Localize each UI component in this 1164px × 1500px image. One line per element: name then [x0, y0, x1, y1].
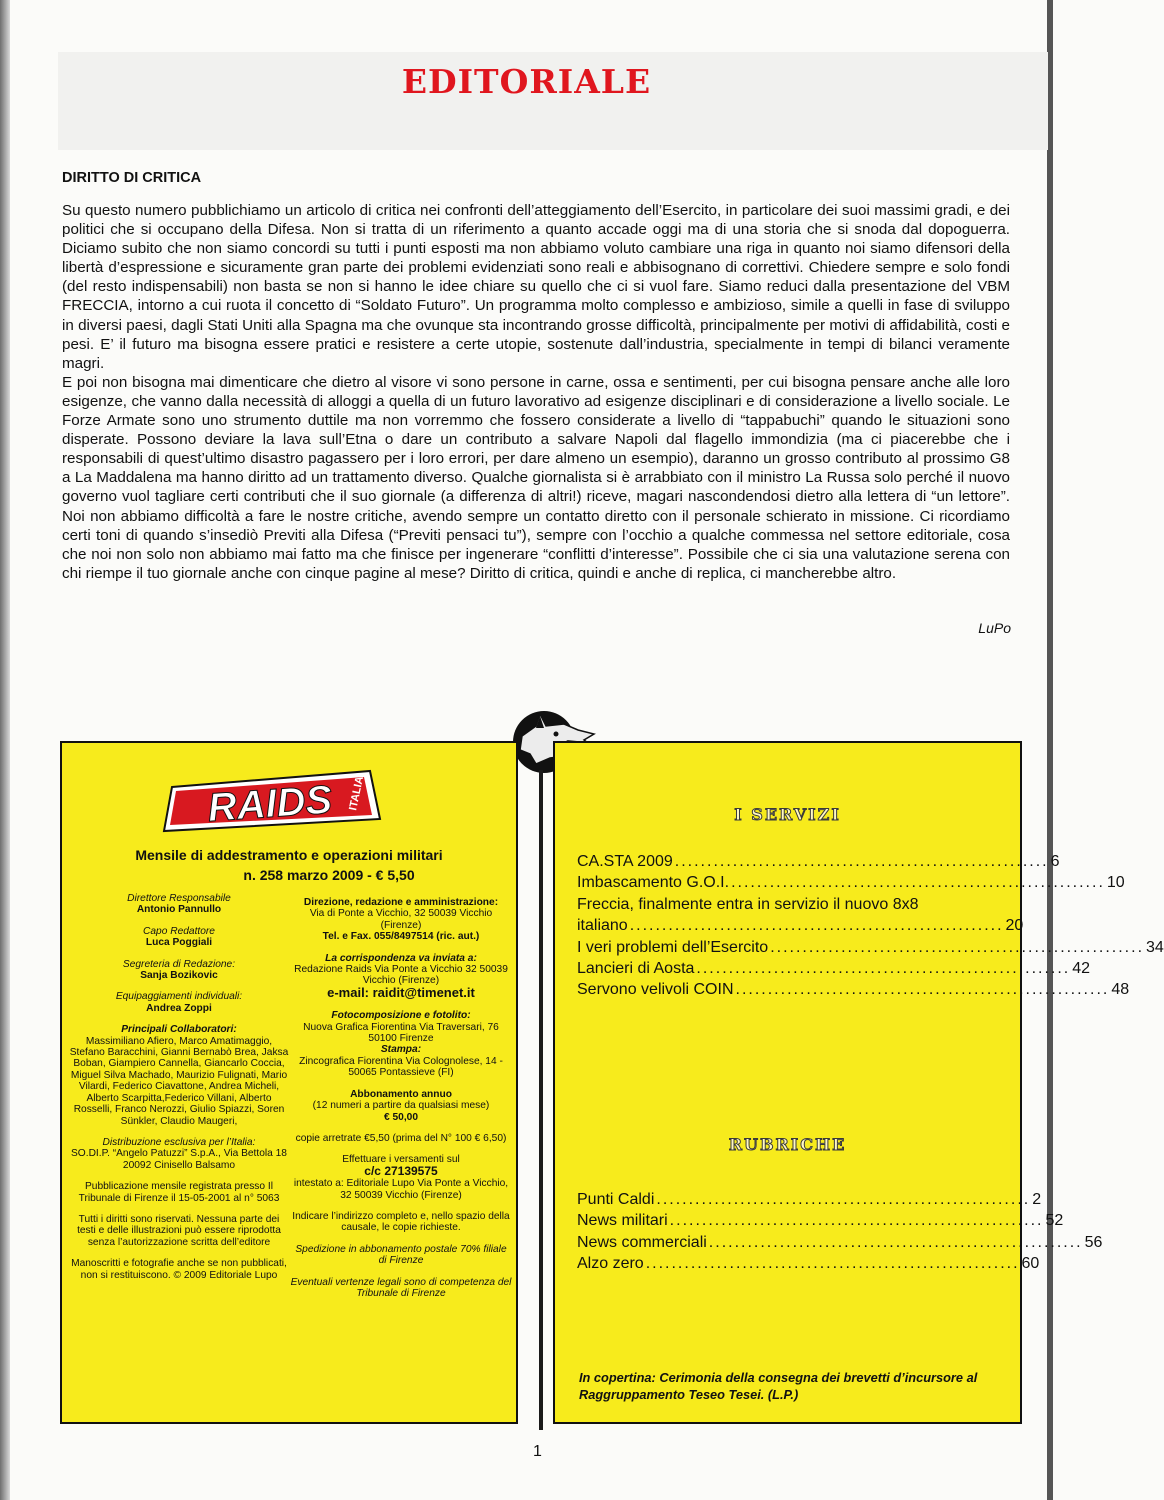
page-number: 1 [533, 1443, 542, 1460]
page-edge-left [0, 0, 10, 1500]
cover-label: In copertina: [579, 1370, 656, 1385]
toc-page: 6 [1050, 853, 1060, 870]
manuscripts-text: Manoscritti e fotografie anche se non pubblicati, non si restituiscono. © 2009 Editoriale Lupo [71, 1258, 287, 1281]
order-instructions: Indicare l’indirizzo completo e, nello spazio della causale, le copie richieste. [292, 1210, 510, 1234]
toc-entry[interactable] [577, 894, 989, 915]
toc-page: 2 [1032, 1191, 1042, 1208]
cover-caption [579, 1369, 999, 1403]
phone-fax: Tel. e Fax. 055/8497514 (ric. aut.) [322, 931, 480, 943]
staff-role: Capo Redattore [143, 925, 215, 937]
correspondence-address: Redazione Raids Via Ponte a Vicchio 32 50039 Vicchio (Firenze) [294, 964, 508, 987]
columns-title: RUBRICHE [728, 1135, 847, 1154]
toc-page: 60 [1021, 1255, 1040, 1273]
toc-entry[interactable]: CA.STA 2009 .......................................................... 6 [577, 851, 989, 872]
editorial-body [62, 201, 1010, 583]
services-list [577, 851, 1164, 1001]
toc-page: 56 [1084, 1233, 1103, 1251]
distribution-title: Distribuzione esclusiva per l’Italia: [102, 1136, 256, 1148]
raids-logo [158, 767, 388, 835]
toc-page: 42 [1072, 960, 1091, 978]
toc-label: Lancieri di Aosta [577, 960, 695, 978]
direction-address: Via di Ponte a Vicchio, 32 50039 Vicchio (Firenze) [309, 908, 493, 931]
payment-text: Effettuare i versamenti sul [342, 1154, 460, 1166]
payment-recipient: intestato a: Editoriale Lupo Via Ponte a Vicchio, 32 50039 Vicchio (Firenze) [293, 1178, 509, 1201]
email-address: e-mail: raidit@timenet.it [327, 984, 475, 1000]
editorial-heading: DIRITTO DI CRITICA [62, 170, 202, 186]
page-divider [539, 770, 543, 1430]
toc-entry[interactable]: I veri problemi dell’Esercito .......................................................... 34 [577, 937, 989, 958]
print-address: Zincografica Fiorentina Via Colognolese, 14 - 50065 Pontassieve (FI) [299, 1055, 503, 1079]
staff-role: Segreteria di Redazione: [122, 958, 236, 970]
masthead-box [60, 741, 518, 1424]
toc-label: italiano [577, 917, 628, 935]
services-title: I SERVIZI [734, 805, 841, 824]
masthead-right-column [290, 897, 512, 1309]
toc-page: 10 [1106, 874, 1125, 892]
toc-label: Punti Caldi [577, 1191, 655, 1208]
toc-page: 48 [1111, 981, 1130, 999]
columns-list [577, 1189, 1103, 1275]
toc-label: News militari [577, 1212, 668, 1230]
toc-page: 20 [1005, 917, 1024, 935]
toc-entry[interactable]: Lancieri di Aosta .......................................................... 42 [577, 958, 989, 979]
staff-name: Andrea Zoppi [146, 1002, 212, 1014]
toc-entry[interactable]: News commerciali .......................................................... 56 [577, 1232, 989, 1253]
toc-label: Imbascamento G.O.I. [577, 874, 730, 892]
toc-label: I veri problemi dell’Esercito [577, 938, 769, 956]
staff-name: Antonio Pannullo [136, 904, 222, 916]
subscription-title: Abbonamento annuo [350, 1088, 452, 1100]
legal-jurisdiction: Eventuali vertenze legali sono di competenza del Tribunale di Firenze [290, 1276, 512, 1299]
registration-text: Pubblicazione mensile registrata presso Il Tribunale di Firenze il 15-05-2001 al n° 5063 [78, 1181, 280, 1204]
back-issues: copie arretrate €5,50 (prima del N° 100 € 6,50) [295, 1132, 507, 1144]
toc-entry[interactable]: News militari .......................................................... 52 [577, 1210, 989, 1231]
logo-subtext: ITALIA [347, 775, 367, 812]
editorial-paragraph: E poi non bisogna mai dimenticare che dietro al visore vi sono persone in carne, ossa e sentimenti, per cui bisogna pensare anche alle loro esigenze, che vanno dalla necessità di alloggi a quella di un futuro lavorativo ad esigenze disciplinari e di considerazione a livello sociale. Le Forze Armate sono uno strumento duttile ma non vorremmo che fossero considerate a livello di “tappabuchi” quando le situazioni sono disperate. Possono deviare la lava sull’Etna o dare un contributo a salvare Napoli dal flagello immondizia (ma ci piacerebbe che i responsabili di quest’ultimo disastro pagassero per i loro errori, per dare almeno un esempio), daranno un grosso contributo al prossimo G8 a La Maddalena ma hanno diritto ad un trattamento diverso. Qualche giornalista si è arrabbiato con il ministro La Russa solo perché il nuovo governo vuol tagliare certi contributi che il suo giornale (a differenza di altri!) riceve, magari nascondendosi dietro alla lettera di “un lettore”. Noi non abbiamo difficoltà a fare le nostre critiche, avendo sempre un contatto diretto con il personale schierato in missione. Ci ricordiamo certi toni di quando s’insediò Previti alla Difesa (“Previti pensaci tu”), sempre con l’occhio a qualche commessa nel settore editoriale, cosa che noi non solo non abbiamo mai fatto ma che finisce per ingenerare “conflitti d’interesse”. Possibile che ci sia una valutazione serena con chi riempe il tuo giornale anche con cinque pagine al mese? Diritto di critica, quindi e anche di replica, ci mancherebbe altro. [62, 373, 1010, 582]
toc-page: 52 [1045, 1212, 1064, 1230]
contents-box [553, 741, 1164, 1424]
toc-entry[interactable]: Punti Caldi .......................................................... 2 [577, 1189, 989, 1210]
toc-entry[interactable]: Servono velivoli COIN .......................................................... 48 [577, 979, 989, 1000]
subscription-price: € 50,00 [384, 1111, 418, 1123]
editorial-signature: LuPo [978, 620, 1011, 636]
editorial-paragraph: Su questo numero pubblichiamo un articolo di critica nei confronti dell’atteggiamento dell’Esercito, in particolare dei suoi massimi gradi, e dei politici che si occupano della Difesa. Non si tratta di un riferimento a quanto accade oggi ma di una storia che si snoda dal dopoguerra. Diciamo subito che non siamo concordi su tutti i punti esposti ma non abbiamo voluto cambiare una riga in quanto noi siamo difensori della libertà d’espressione e sicuramente gran parte dei problemi evidenziati sono reali e abbisognano di correttivi. Chiedere sempre e solo fondi (del resto indispensabili) non basta se non si hanno le idee chiare su quello che ci si vuol fare. Siamo reduci dalla presentazione del VBM FRECCIA, intorno a cui ruota il concetto di “Soldato Futuro”. Un programma molto complesso e ambizioso, simile a quelli in fase di sviluppo in diversi paesi, dagli Stati Uniti alla Spagna ma che ovunque sta incontrando grosse difficoltà, principalmente per motivi di affidabilità, costi e pesi. E’ il futuro ma bisogna essere pratici e resistere a certe utopie, sostenute dall’industria, specialmente in tempi di bilanci veramente magri. [62, 202, 1010, 372]
toc-label: Servono velivoli COIN [577, 981, 734, 999]
toc-entry[interactable]: Alzo zero .......................................................... 60 [577, 1253, 989, 1274]
staff-name: Luca Poggiali [145, 937, 213, 949]
rights-text: Tutti i diritti sono riservati. Nessuna parte dei testi e delle illustrazioni può essere riprodotta senza l’autorizzazione scritta dell’editore [77, 1213, 281, 1248]
editorial-title: EDITORIALE [401, 62, 652, 101]
magazine-subtitle: Mensile di addestramento e operazioni militari [135, 847, 443, 863]
distribution-text: SO.DI.P. “Angelo Patuzzi” S.p.A., Via Bettola 18 20092 Cinisello Balsamo [71, 1148, 287, 1171]
page-edge-right [1047, 0, 1053, 1500]
photocomposition-title: Fotocomposizione e fotolito: [331, 1010, 471, 1022]
print-title: Stampa: [380, 1044, 422, 1056]
toc-label: CA.STA 2009 [577, 853, 673, 870]
staff-name: Sanja Bozikovic [140, 970, 218, 982]
masthead-left-column [68, 893, 290, 1291]
toc-entry[interactable]: Imbascamento G.O.I. .......................................................... 10 [577, 872, 989, 893]
toc-page: 34 [1146, 938, 1164, 956]
postal-account: c/c 27139575 [364, 1163, 438, 1178]
toc-label: News commerciali [577, 1233, 707, 1251]
correspondence-title: La corrispondenza va inviata a: [325, 952, 477, 964]
staff-role: Equipaggiamenti individuali: [115, 991, 243, 1003]
logo-text: RAIDS [206, 777, 334, 831]
cover-text: Cerimonia della consegna dei brevetti d’incursore al Raggruppamento Teseo Tesei. (L.P.) [579, 1370, 978, 1402]
collaborators-title: Principali Collaboratori: [121, 1024, 237, 1036]
postal-shipping: Spedizione in abbonamento postale 70% filiale di Firenze [295, 1243, 507, 1267]
collaborators-list: Massimiliano Afiero, Marco Amatimaggio, Stefano Baracchini, Gianni Bernabò Brea, Jaksa Boban, Giampiero Cannella, Giancarlo Coccia, Miguel Silva Machado, Maurizio Fulignati, Mario Vilardi, Federico Ciavattone, Andrea Micheli, Alberto Scarpitta,Federico Villani, Alberto Rosselli, Franco Nerozzi, Giulio Spiazzi, Soren Sünkler, Claudio Maugeri, [69, 1035, 289, 1127]
toc-label: Freccia, finalmente entra in servizio il nuovo 8x8 [577, 895, 919, 913]
direction-title: Direzione, redazione e amministrazione: [303, 897, 499, 908]
toc-entry[interactable]: italiano .......................................................... 20 [577, 915, 989, 936]
magazine-issue: n. 258 marzo 2009 - € 5,50 [243, 867, 415, 883]
subscription-text: (12 numeri a partire da qualsiasi mese) [312, 1100, 490, 1112]
staff-role: Direttore Responsabile [127, 893, 231, 904]
photocomposition-address: Nuova Grafica Fiorentina Via Traversari, 76 50100 Firenze [303, 1021, 499, 1045]
toc-label: Alzo zero [577, 1255, 644, 1273]
